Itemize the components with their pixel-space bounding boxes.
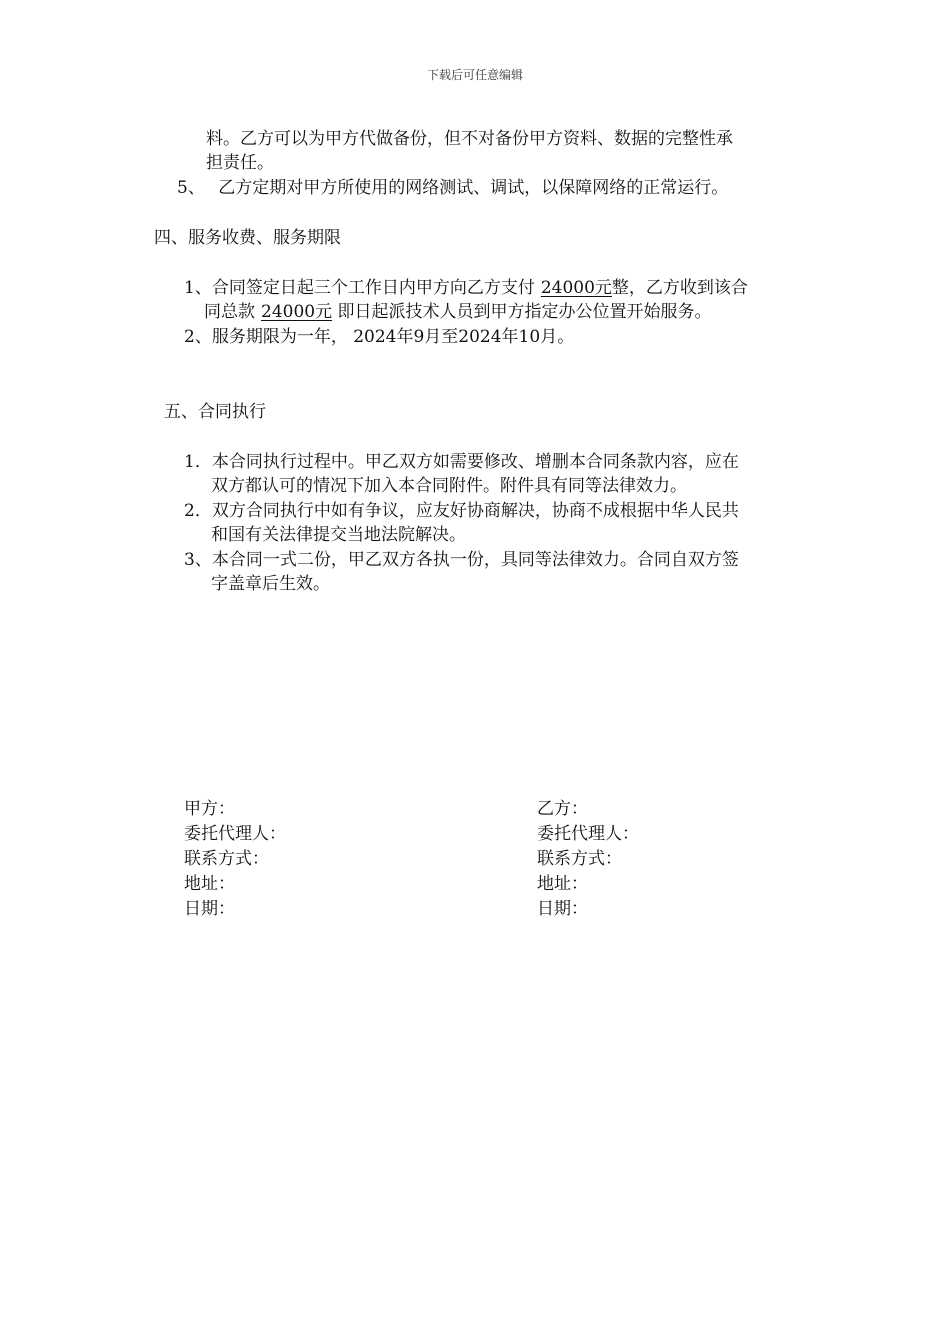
section5-item3-line2: 字盖章后生效。	[211, 574, 330, 594]
party-b-date-label: 日期：	[537, 899, 588, 919]
party-b-contact-label: 联系方式：	[537, 849, 622, 869]
section3-item5	[177, 176, 728, 200]
contract-amount: 24000元	[540, 278, 612, 298]
party-a-label: 甲方：	[184, 799, 235, 819]
party-b-address-label: 地址：	[537, 874, 588, 894]
page-header: 下载后可任意编辑	[426, 68, 523, 82]
section3-continuation-line1: 料。乙方可以为甲方代做备份，但不对备份甲方资料、数据的完整性承	[206, 129, 733, 149]
party-a-agent-label: 委托代理人：	[184, 824, 286, 844]
section4-item2: 2、服务期限为一年， 2024年9月至2024年10月。	[184, 327, 575, 347]
section5-title: 五、合同执行	[164, 402, 266, 422]
item-text: 同总款	[204, 302, 255, 322]
party-a-address-label: 地址：	[184, 874, 235, 894]
section5-item2-line2: 和国有关法律提交当地法院解决。	[211, 525, 466, 545]
section5-item1-line2: 双方都认可的情况下加入本合同附件。附件具有同等法律效力。	[211, 476, 687, 496]
section4-title: 四、服务收费、服务期限	[154, 228, 341, 248]
item-text: 即日起派技术人员到甲方指定办公位置开始服务。	[332, 302, 712, 322]
party-a-contact-label: 联系方式：	[184, 849, 269, 869]
item-text: 1、合同签定日起三个工作日内甲方向乙方支付	[184, 278, 535, 298]
item-text: 整，乙方收到该合	[611, 278, 748, 298]
item-text: 乙方定期对甲方所使用的网络测试、调试，以保障网络的正常运行。	[218, 178, 729, 198]
section5-item3-line1: 3、本合同一式二份，甲乙双方各执一份，具同等法律效力。合同自双方签	[184, 550, 739, 570]
signature-party-b	[537, 797, 639, 922]
contract-total-amount: 24000元	[261, 302, 333, 322]
section5-item2-line1: 2．双方合同执行中如有争议，应友好协商解决，协商不成根据中华人民共	[184, 501, 739, 521]
item-number: 5、	[177, 178, 205, 198]
party-b-agent-label: 委托代理人：	[537, 824, 639, 844]
section3-continuation-line2: 担责任。	[206, 153, 274, 173]
section4-item1-line1	[184, 276, 748, 300]
section5-item1-line1: 1．本合同执行过程中。甲乙双方如需要修改、增删本合同条款内容，应在	[184, 452, 739, 472]
party-b-label: 乙方：	[537, 799, 588, 819]
signature-party-a	[184, 797, 286, 922]
section4-item1-line2	[204, 300, 712, 324]
party-a-date-label: 日期：	[184, 899, 235, 919]
